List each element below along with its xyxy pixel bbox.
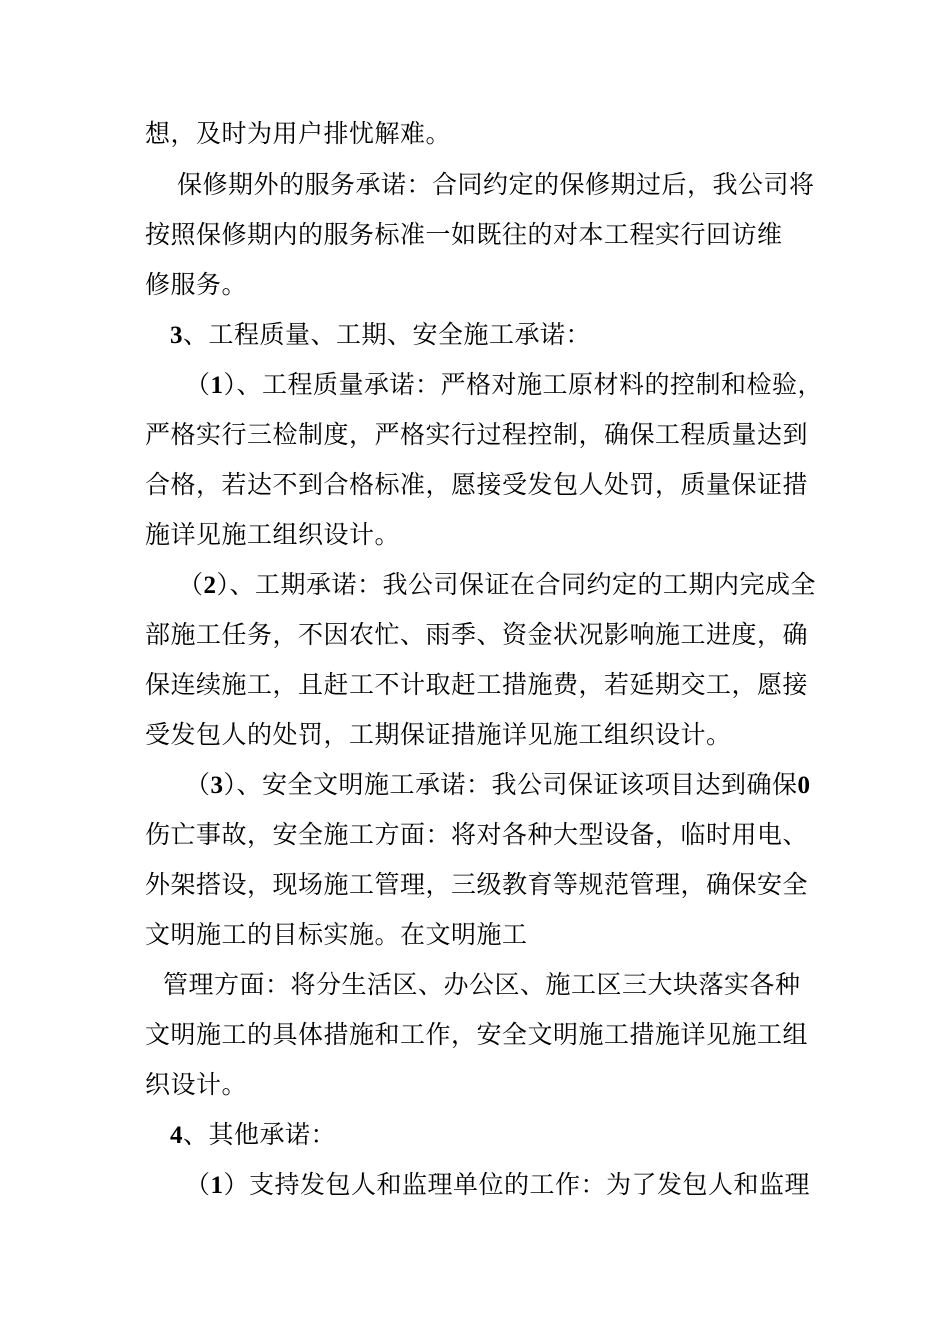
section-number: 4 — [170, 1122, 183, 1149]
paren-open: （ — [185, 370, 211, 399]
text-line — [145, 119, 451, 149]
text-line — [145, 1070, 247, 1100]
item-number: 1 — [210, 372, 224, 399]
text-line — [145, 220, 783, 250]
text-line — [145, 820, 808, 850]
text-line — [145, 720, 732, 750]
line-text: 织设计。 — [145, 1070, 248, 1099]
line-text: 合格，若达不到合格标准，愿接受发包人处罚，质量保证措 — [145, 470, 809, 499]
paren-open: （ — [178, 570, 204, 599]
line-text: 外架搭设，现场施工管理，三级教育等规范管理，确保安全 — [145, 870, 809, 899]
line-text: 严格实行三检制度，严格实行过程控制，确保工程质量达到 — [145, 420, 809, 449]
line-text: 按照保修期内的服务标准一如既往的对本工程实行回访维 — [145, 220, 783, 249]
text-line — [177, 170, 815, 200]
line-text: 保修期外的服务承诺：合同约定的保修期过后，我公司将 — [177, 170, 815, 199]
line-text: 、其他承诺： — [183, 1120, 337, 1149]
line-text: 文明施工的具体措施和工作，安全文明施工措施详见施工组 — [145, 1020, 809, 1049]
line-text: ）支持发包人和监理单位的工作：为了发包人和监理 — [223, 1170, 811, 1199]
line-text: 、工程质量、工期、安全施工承诺： — [183, 320, 592, 349]
line-text: 施详见施工组织设计。 — [145, 520, 401, 549]
text-line — [145, 670, 808, 700]
line-text: 保连续施工，且赶工不计取赶工措施费，若延期交工，愿接 — [145, 670, 809, 699]
section-heading — [170, 1120, 336, 1151]
item-number: 2 — [203, 572, 217, 599]
item-number: 1 — [210, 1172, 224, 1199]
paren-open: （ — [185, 1170, 211, 1199]
text-line — [185, 770, 811, 801]
text-line — [185, 1170, 810, 1201]
text-line — [145, 620, 808, 650]
line-text: 想，及时为用户排忧解难。 — [145, 119, 452, 148]
line-text: 伤亡事故，安全施工方面：将对各种大型设备，临时用电、 — [145, 820, 809, 849]
text-line — [163, 970, 801, 1000]
zero-value: 0 — [797, 772, 811, 799]
line-text: ）、安全文明施工承诺：我公司保证该项目达到确保 — [223, 770, 798, 799]
line-text: 部施工任务，不因农忙、雨季、资金状况影响施工进度，确 — [145, 620, 809, 649]
paren-open: （ — [185, 770, 211, 799]
text-line — [145, 520, 400, 550]
line-text: 修服务。 — [145, 270, 248, 299]
text-line — [145, 1020, 808, 1050]
line-text: 受发包人的处罚，工期保证措施详见施工组织设计。 — [145, 720, 732, 749]
text-line — [178, 570, 816, 601]
item-number: 3 — [210, 772, 224, 799]
text-line — [145, 470, 808, 500]
line-text: 文明施工的目标实施。在文明施工 — [145, 920, 528, 949]
line-text: ）、工期承诺：我公司保证在合同约定的工期内完成全 — [216, 570, 817, 599]
section-number: 3 — [170, 322, 183, 349]
text-line — [145, 420, 808, 450]
text-line — [145, 270, 247, 300]
section-heading — [170, 320, 591, 351]
text-line — [145, 870, 808, 900]
text-line — [145, 920, 528, 950]
line-text: ）、工程质量承诺：严格对施工原材料的控制和检验， — [223, 370, 824, 399]
line-text: 管理方面：将分生活区、办公区、施工区三大块落实各种 — [163, 970, 801, 999]
text-line — [185, 370, 823, 401]
